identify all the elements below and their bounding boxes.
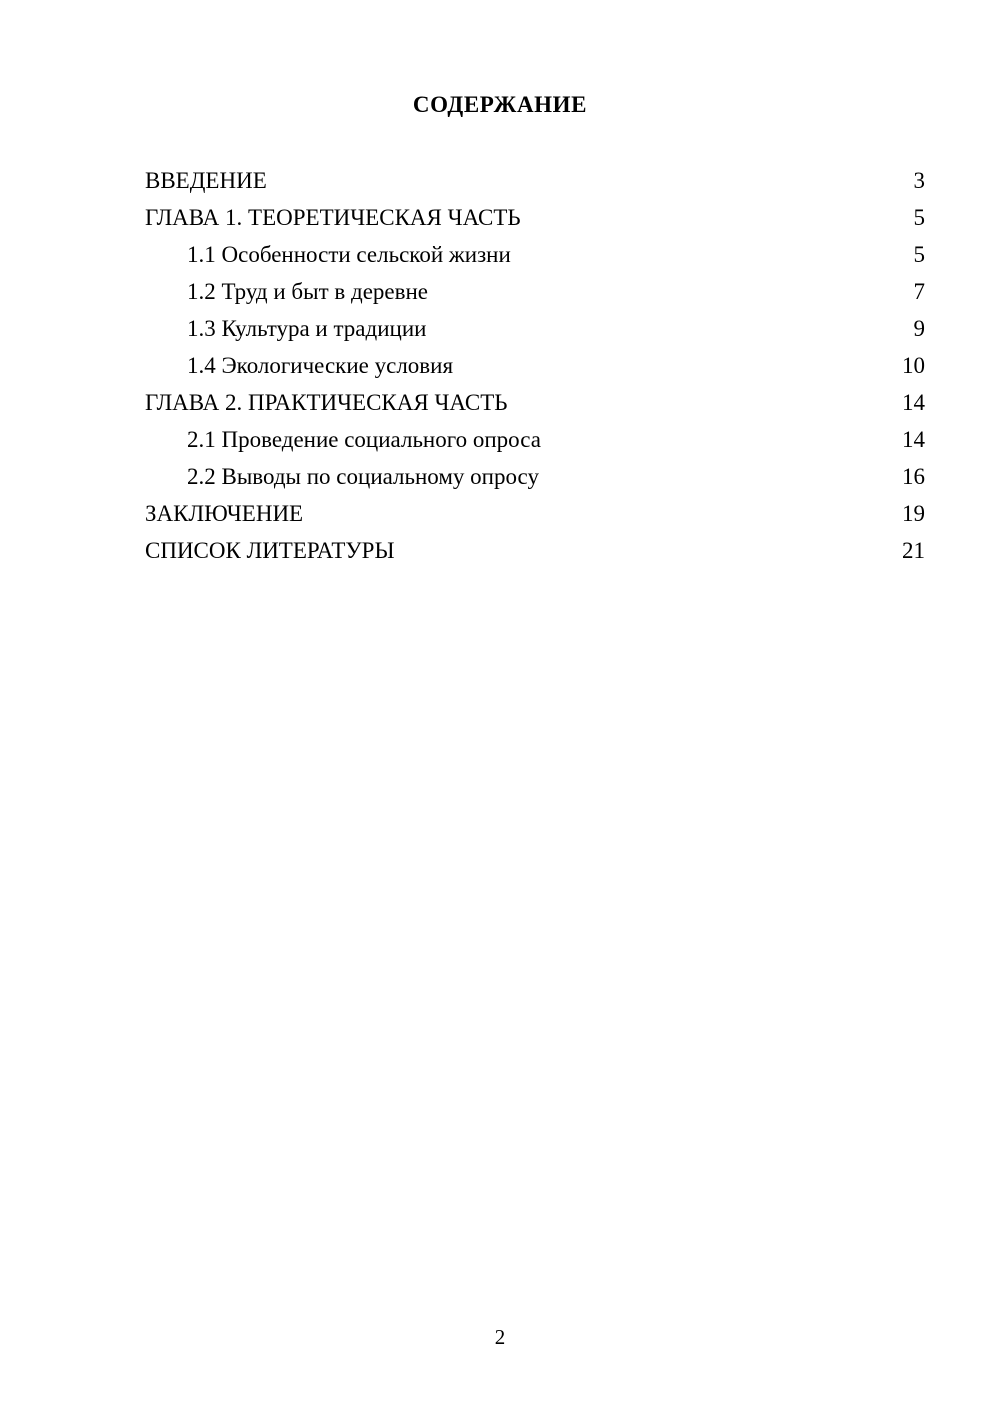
toc-entry-label: 1.4 Экологические условия (187, 353, 454, 378)
toc-entry-page: 5 (913, 205, 925, 230)
toc-entry-label: СПИСОК ЛИТЕРАТУРЫ (145, 538, 395, 563)
toc-entry-chapter-2[interactable] (145, 384, 925, 421)
toc-entry-label: ВВЕДЕНИЕ (145, 168, 267, 193)
toc-entry-page: 19 (902, 501, 925, 526)
toc-entry-label: 2.1 Проведение социального опроса (187, 427, 541, 452)
toc-entry-2-2[interactable] (145, 458, 925, 495)
toc-entry-2-1[interactable] (145, 421, 925, 458)
toc-entry-label: 1.1 Особенности сельской жизни (187, 242, 511, 267)
toc-entry-1-3[interactable] (145, 310, 925, 347)
toc-entry-page: 14 (902, 427, 925, 452)
toc-entry-page: 5 (913, 242, 925, 267)
toc-entry-page: 14 (902, 390, 925, 415)
toc-entry-label: ГЛАВА 1. ТЕОРЕТИЧЕСКАЯ ЧАСТЬ (145, 205, 521, 230)
toc-entry-introduction[interactable] (145, 162, 925, 199)
toc-entry-page: 10 (902, 353, 925, 378)
toc-entry-references[interactable] (145, 532, 925, 569)
toc-entry-label: 2.2 Выводы по социальному опросу (187, 464, 539, 489)
toc-entry-label: ГЛАВА 2. ПРАКТИЧЕСКАЯ ЧАСТЬ (145, 390, 508, 415)
toc-entry-page: 7 (913, 279, 925, 304)
page-footer-number: 2 (494, 1325, 506, 1349)
toc-entry-page: 16 (902, 464, 925, 489)
toc-entry-label: ЗАКЛЮЧЕНИЕ (145, 501, 304, 526)
toc-entry-1-2[interactable] (145, 273, 925, 310)
toc-entry-label: 1.2 Труд и быт в деревне (187, 279, 428, 304)
toc-entry-page: 3 (913, 168, 925, 193)
toc-entry-chapter-1[interactable] (145, 199, 925, 236)
page-title: СОДЕРЖАНИЕ (412, 92, 588, 117)
toc-entry-conclusion[interactable] (145, 495, 925, 532)
table-of-contents (145, 162, 925, 569)
toc-entry-page: 21 (902, 538, 925, 563)
toc-entry-page: 9 (913, 316, 925, 341)
toc-entry-1-4[interactable] (145, 347, 925, 384)
toc-entry-label: 1.3 Культура и традиции (187, 316, 427, 341)
toc-entry-1-1[interactable] (145, 236, 925, 273)
